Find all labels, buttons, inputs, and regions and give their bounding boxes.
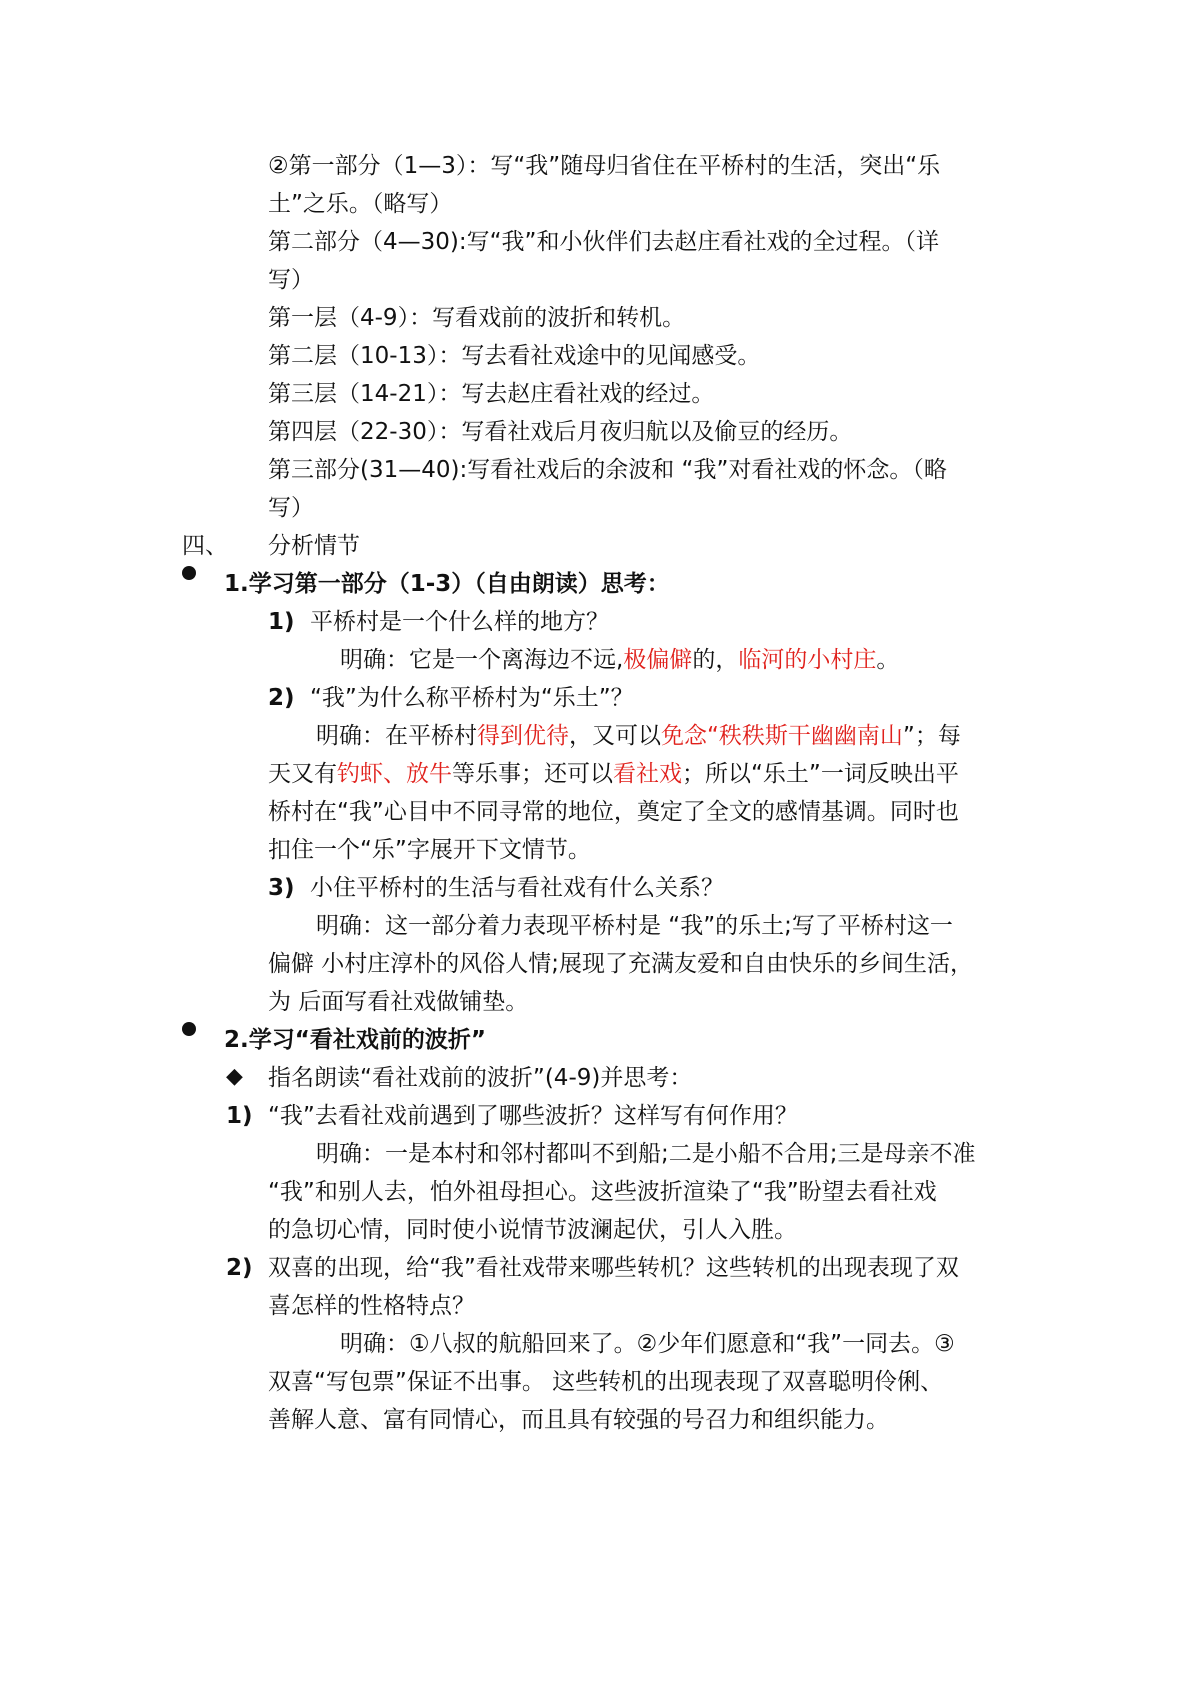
a1-highlight: 极偏僻: [623, 647, 693, 673]
study2-q2-line2: 喜怎样的性格特点？: [268, 1293, 475, 1319]
study1-a3-line3: 为 后面写看社戏做铺垫。: [268, 989, 529, 1015]
study1-a2-line1: [316, 716, 1028, 757]
outline-part2-line1: 第二部分（4—30):写“我”和小伙伴们去赵庄看社戏的全过程。（详: [268, 229, 939, 255]
diamond-bullet-icon: ◆: [226, 1064, 243, 1089]
a2-text: ”；每: [902, 723, 961, 749]
bullet-icon: [182, 566, 196, 580]
a2-highlight: 得到优待: [477, 723, 569, 749]
study1-q2: “我”为什么称平桥村为“乐土”？: [310, 685, 634, 711]
a2-text: ，又可以: [569, 723, 661, 749]
section4-title: 分析情节: [268, 533, 360, 559]
study1-q1-number: 1): [268, 609, 295, 635]
outline-layer2: 第二层（10-13）：写去看社戏途中的见闻感受。: [268, 343, 761, 369]
a2-highlight: 看社戏: [613, 761, 682, 787]
study1-heading: [224, 564, 984, 605]
study2-q2-line1: 双喜的出现，给“我”看社戏带来哪些转机？这些转机的出现表现了双: [268, 1255, 959, 1281]
a2-text: ；所以“乐土”一词反映出平: [682, 761, 959, 787]
study1-heading-text: 1.学习第一部分（1-3）（自由朗读）思考：: [224, 571, 670, 597]
outline-layer4: 第四层（22-30）：写看社戏后月夜归航以及偷豆的经历。: [268, 419, 853, 445]
study2-a1-line3: 的急切心情，同时使小说情节波澜起伏，引人入胜。: [268, 1217, 797, 1243]
outline-part1-line1: [268, 146, 1028, 187]
study2-a2-line2: 双喜“写包票”保证不出事。 这些转机的出现表现了双喜聪明伶俐、: [268, 1369, 944, 1395]
study1-a3-line1: 明确：这一部分着力表现平桥村是 “我”的乐土;写了平桥村这一: [316, 913, 953, 939]
study1-a2-line2: [268, 754, 1028, 795]
a1-text: 。: [876, 647, 900, 673]
study2-a2-line3: 善解人意、富有同情心，而且具有较强的号召力和组织能力。: [268, 1407, 889, 1433]
study1-q1: 平桥村是一个什么样的地方？: [310, 609, 609, 635]
a1-text: 明确：它是一个离海边不远,: [340, 647, 624, 673]
study2-a1-line1: 明确：一是本村和邻村都叫不到船;二是小船不合用;三是母亲不准: [316, 1141, 976, 1167]
outline-part1-line2: 土”之乐。（略写）: [268, 191, 453, 217]
study1-a3-line2: 偏僻 小村庄淳朴的风俗人情;展现了充满友爱和自由快乐的乡间生活，: [268, 951, 974, 977]
outline-part3-line2: 写）: [268, 495, 314, 521]
study2-heading: [224, 1020, 984, 1061]
study1-a2-line4: 扣住一个“乐”字展开下文情节。: [268, 837, 591, 863]
bullet-icon: [182, 1022, 196, 1036]
a2-text: 明确：在平桥村: [316, 723, 477, 749]
a1-highlight: 临河的小村庄: [738, 647, 877, 673]
study2-task: 指名朗读“看社戏前的波折”(4-9)并思考：: [268, 1065, 693, 1091]
a2-highlight: 钓虾、放牛: [337, 761, 452, 787]
study2-a1-line2: “我”和别人去，怕外祖母担心。这些波折渲染了“我”盼望去看社戏: [268, 1179, 937, 1205]
section4-number: 四、: [182, 533, 228, 559]
study2-q2-number: 2): [226, 1255, 253, 1281]
study2-q1: “我”去看社戏前遇到了哪些波折？这样写有何作用？: [268, 1103, 798, 1129]
study2-heading-text: 2.学习“看社戏前的波折”: [224, 1027, 486, 1053]
outline-part2-line2: 写）: [268, 267, 314, 293]
study1-q3: 小住平桥村的生活与看社戏有什么关系？: [310, 875, 724, 901]
a2-text: 天又有: [268, 761, 337, 787]
outline-part3-line1: 第三部分(31—40):写看社戏后的余波和 “我”对看社戏的怀念。（略: [268, 457, 947, 483]
outline-layer3: 第三层（14-21）：写去赵庄看社戏的经过。: [268, 381, 715, 407]
outline-part1-text: ②第一部分（1—3）：写“我”随母归省住在平桥村的生活，突出“乐: [268, 153, 941, 179]
a2-text: 等乐事；还可以: [452, 761, 613, 787]
study2-a2-line1: 明确：①八叔的航船回来了。②少年们愿意和“我”一同去。③: [340, 1331, 955, 1357]
a1-text: 的，: [692, 647, 739, 673]
study1-a1: [340, 640, 1100, 681]
study1-q3-number: 3): [268, 875, 295, 901]
a2-highlight: 免念“秩秩斯干幽幽南山: [661, 723, 903, 749]
study2-q1-number: 1): [226, 1103, 253, 1129]
outline-layer1: 第一层（4-9）：写看戏前的波折和转机。: [268, 305, 686, 331]
study1-a2-line3: 桥村在“我”心目中不同寻常的地位，奠定了全文的感情基调。同时也: [268, 799, 959, 825]
study1-q2-number: 2): [268, 685, 295, 711]
